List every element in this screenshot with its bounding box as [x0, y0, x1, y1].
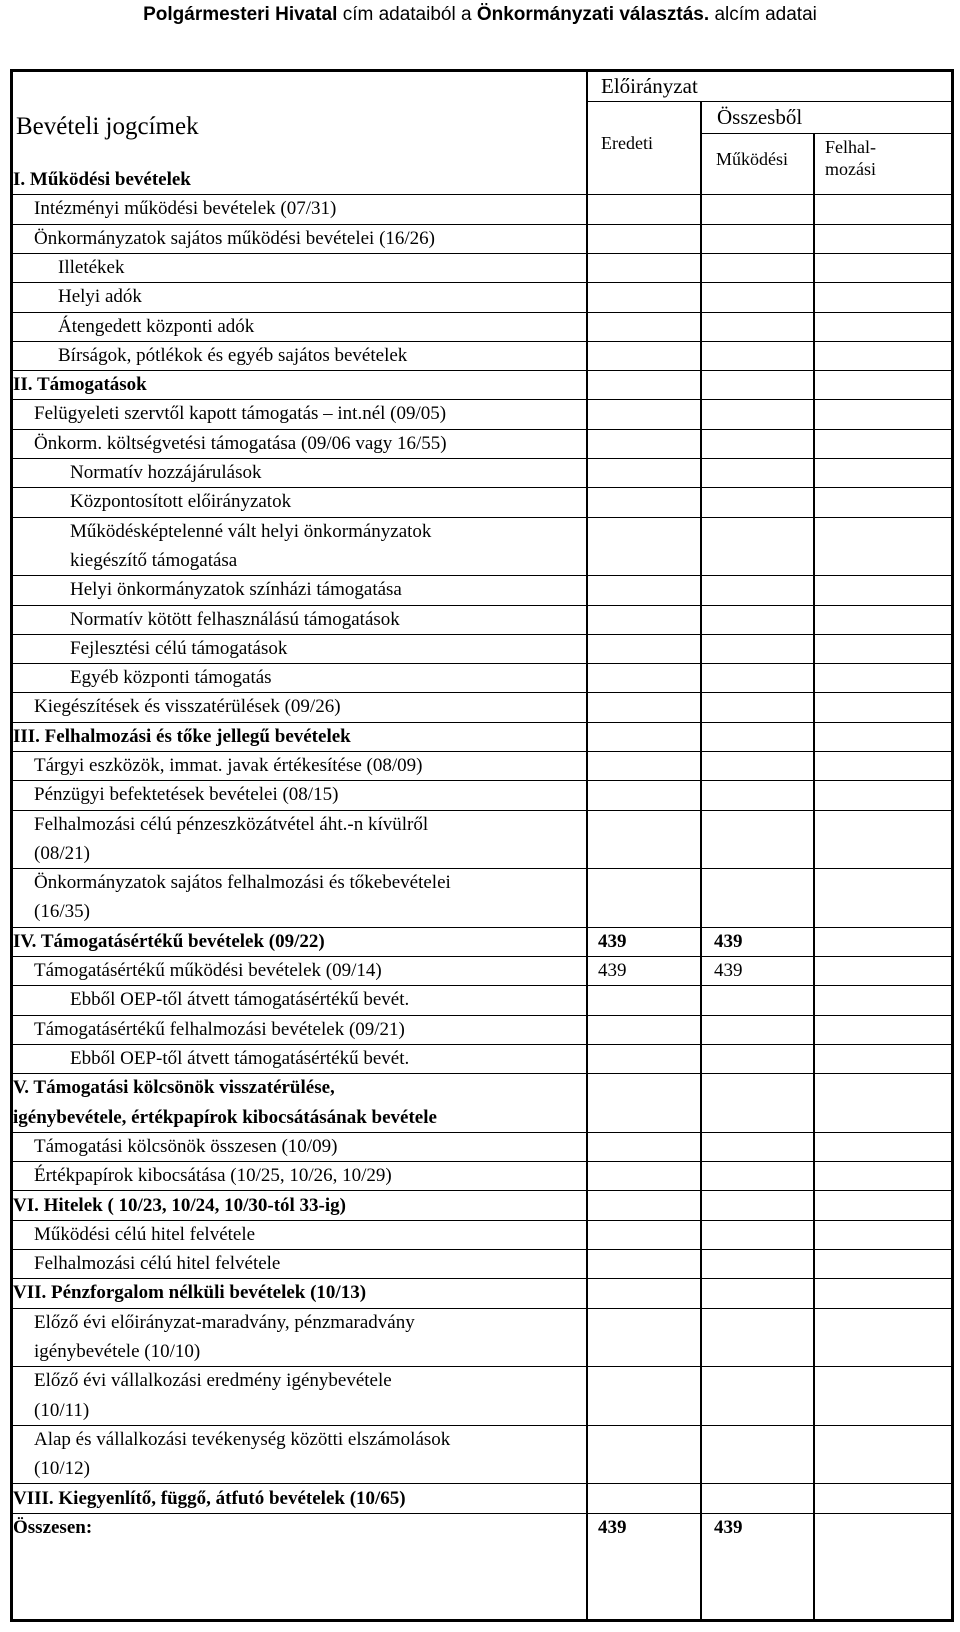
table-row	[10, 722, 954, 751]
table-row	[10, 1191, 954, 1220]
row-label: Önkormányzatok sajátos felhalmozási és tőkebevételei	[34, 872, 451, 894]
table-top-border	[10, 69, 954, 72]
mukodesi-value: 439	[714, 930, 743, 952]
header-part3: Önkormányzati választás.	[476, 4, 710, 25]
row-label: Felügyeleti szervtől kapott támogatás – int.nél (09/05)	[34, 403, 447, 425]
row-label: Felhalmozási célú hitel felvétele	[34, 1253, 281, 1275]
table-row	[10, 312, 954, 341]
row-label: Ebből OEP-től átvett támogatásértékű bevét.	[70, 989, 410, 1011]
table-row	[10, 1249, 954, 1278]
table-row	[10, 517, 954, 576]
row-label: Működési célú hitel felvétele	[34, 1223, 256, 1245]
table-row	[10, 370, 954, 399]
table-row	[10, 1513, 954, 1542]
table-row	[10, 575, 954, 604]
row-label: Normatív hozzájárulások	[70, 462, 262, 483]
row-label: igénybevétele, értékpapírok kibocsátásának bevétele	[13, 1106, 437, 1128]
row-label: II. Támogatások	[13, 374, 147, 396]
row-label: Összesen:	[13, 1516, 93, 1538]
row-label: Támogatásértékű felhalmozási bevételek (09/21)	[34, 1018, 405, 1040]
row-label: VI. Hitelek ( 10/23, 10/24, 10/30-tól 33-ig)	[13, 1194, 346, 1216]
row-label: Illetékek	[58, 256, 125, 278]
header-rule-eloiranyzat	[586, 101, 954, 102]
table-row	[10, 663, 954, 692]
table-row	[10, 487, 954, 516]
mukodesi-value: 439	[714, 960, 743, 982]
row-label: Intézményi működési bevételek (07/31)	[34, 198, 337, 220]
eredeti-value: 439	[598, 1516, 627, 1538]
label-column-header: Bevételi jogcímek	[16, 113, 199, 140]
row-label: III. Felhalmozási és tőke jellegű bevételek	[13, 725, 351, 747]
table-row	[10, 165, 954, 194]
row-label: Előző évi vállalkozási eredmény igénybevétele	[34, 1370, 392, 1392]
row-label: Felhalmozási célú pénzeszközátvétel áht.-n kívülről	[34, 813, 429, 835]
table-row	[10, 927, 954, 956]
table-row	[10, 1308, 954, 1367]
row-label: Átengedett központi adók	[58, 315, 255, 337]
table-row	[10, 780, 954, 809]
table-row	[10, 1278, 954, 1307]
header-part1: Polgármesteri Hivatal	[143, 4, 338, 25]
header-part2: cím adataiból a	[342, 4, 472, 25]
table-row	[10, 194, 954, 223]
row-label: Fejlesztési célú támogatások	[70, 637, 288, 659]
eloiranyzat-header: Előirányzat	[601, 74, 698, 98]
table-row	[10, 1161, 954, 1190]
row-label: Támogatásértékű működési bevételek (09/14)	[34, 960, 382, 982]
row-label: Támogatási kölcsönök összesen (10/09)	[34, 1135, 338, 1157]
table-row	[10, 868, 954, 927]
felhalmozasi-header-line1: Felhal-	[825, 137, 876, 157]
row-label: VIII. Kiegyenlítő, függő, átfutó bevételek (10/65)	[13, 1487, 406, 1509]
table-row	[10, 224, 954, 253]
osszesbol-header: Összesből	[717, 105, 803, 129]
row-label: Értékpapírok kibocsátása (10/25, 10/26, 10/29)	[34, 1165, 392, 1187]
row-label: Helyi adók	[58, 286, 142, 308]
row-label: Bírságok, pótlékok és egyéb sajátos bevételek	[58, 344, 408, 366]
table-row	[10, 341, 954, 370]
row-label: igénybevétele (10/10)	[34, 1340, 201, 1362]
table-row	[10, 1220, 954, 1249]
table-row	[10, 1484, 954, 1513]
row-label: kiegészítő támogatása	[70, 549, 238, 571]
table-row	[10, 605, 954, 634]
row-label: Tárgyi eszközök, immat. javak értékesítése (08/09)	[34, 755, 423, 776]
table-row	[10, 1425, 954, 1484]
table-row	[10, 399, 954, 428]
row-label: Működésképtelenné vált helyi önkormányzatok	[70, 520, 432, 542]
row-label: Kiegészítések és visszatérülések (09/26)	[34, 696, 341, 718]
row-label: Önkorm. költségvetési támogatása (09/06 vagy 16/55)	[34, 432, 447, 454]
table-row	[10, 751, 954, 780]
table-row	[10, 634, 954, 663]
eredeti-value: 439	[598, 960, 627, 982]
table-row	[10, 1044, 954, 1073]
row-label: Előző évi előirányzat-maradvány, pénzmaradvány	[34, 1311, 415, 1333]
table-row	[10, 458, 954, 487]
row-label: Önkormányzatok sajátos működési bevételei (16/26)	[34, 227, 436, 249]
table-row	[10, 692, 954, 721]
row-label: Központosított előirányzatok	[70, 491, 292, 513]
document-header	[0, 4, 960, 26]
table-row	[10, 1366, 954, 1425]
felhalmozasi-header-line2: mozási	[825, 159, 876, 179]
mukodesi-header: Működési	[716, 149, 788, 169]
row-label: (16/35)	[34, 901, 90, 923]
header-part4: alcím adatai	[714, 4, 817, 25]
row-label: I. Működési bevételek	[13, 169, 191, 190]
row-label: Egyéb központi támogatás	[70, 667, 272, 689]
table-row	[10, 956, 954, 985]
table-row	[10, 810, 954, 869]
mukodesi-value: 439	[714, 1516, 743, 1538]
row-label: (08/21)	[34, 842, 90, 864]
row-label: Alap és vállalkozási tevékenység közötti elszámolások	[34, 1428, 451, 1450]
row-label: (10/12)	[34, 1458, 90, 1480]
table-row	[10, 1132, 954, 1161]
row-label: Pénzügyi befektetések bevételei (08/15)	[34, 784, 339, 806]
header-rule-osszesbol	[700, 133, 954, 134]
eredeti-value: 439	[598, 930, 627, 952]
row-label: V. Támogatási kölcsönök visszatérülése,	[13, 1077, 335, 1099]
table-row	[10, 429, 954, 458]
row-label: (10/11)	[34, 1399, 90, 1421]
table-row	[10, 985, 954, 1014]
table-row	[10, 253, 954, 282]
eredeti-header: Eredeti	[601, 133, 653, 153]
row-label: Ebből OEP-től átvett támogatásértékű bevét.	[70, 1048, 410, 1069]
table-row	[10, 282, 954, 311]
row-label: Normatív kötött felhasználású támogatások	[70, 608, 400, 630]
revenue-table	[10, 69, 954, 1622]
row-label: IV. Támogatásértékű bevételek (09/22)	[13, 930, 325, 952]
row-label: Helyi önkormányzatok színházi támogatása	[70, 579, 402, 601]
table-row	[10, 1015, 954, 1044]
row-label: VII. Pénzforgalom nélküli bevételek (10/13)	[13, 1282, 367, 1304]
table-row	[10, 1073, 954, 1132]
